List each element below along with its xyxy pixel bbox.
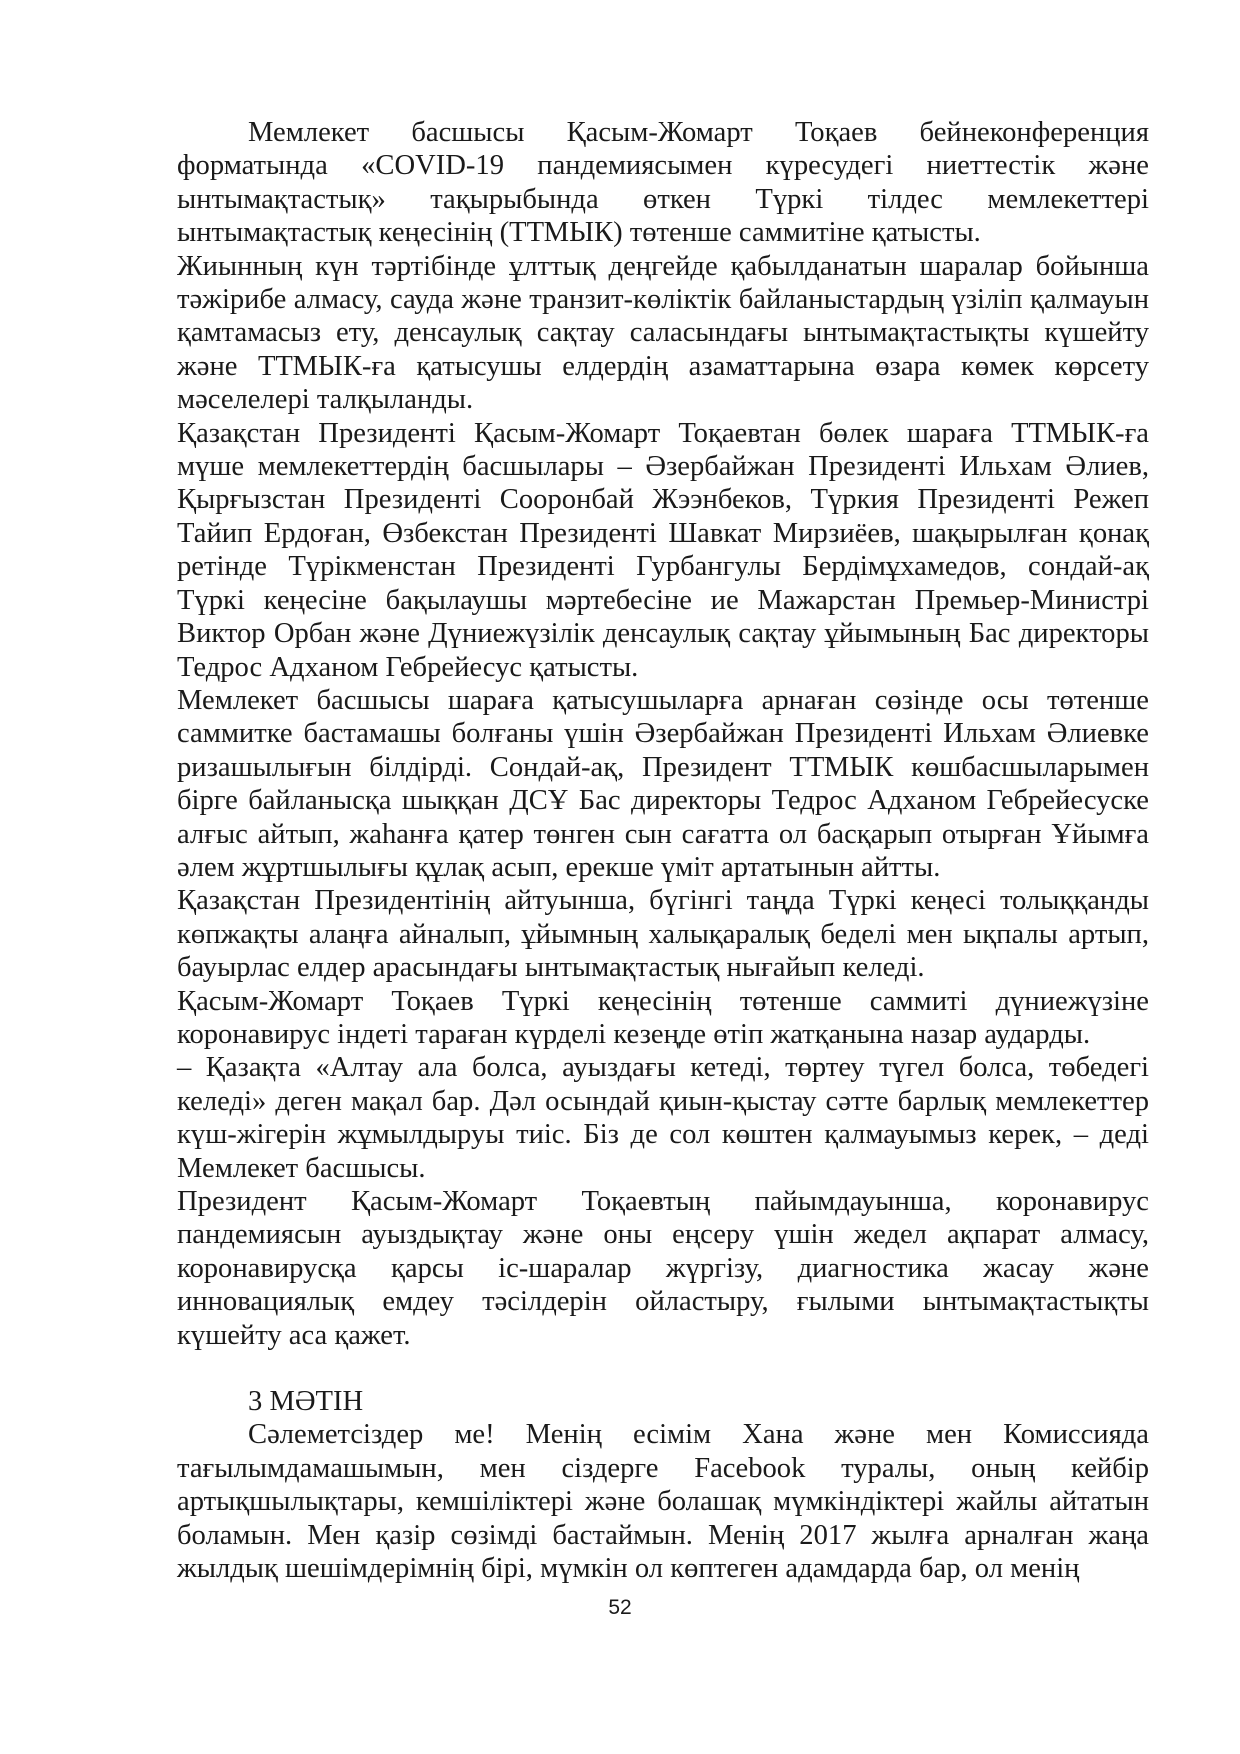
article-paragraph-2: Жиынның күн тәртібінде ұлттық деңгейде қабылданатын шаралар бойынша тәжірибе алмасу, сауда және транзит-көліктік байланыстардың үзіліп қалмауын қамтамасыз ету, денсаулық сақтау саласындағы ынтымақтастықты күшейту және ТТМЫК-ға қатысушы елдердің азаматтарына өзара көмек көрсету мәселелері талқыланды.	[177, 250, 1149, 416]
article-paragraph-6: Қасым-Жомарт Тоқаев Түркі кеңесінің төтенше саммиті дүниежүзіне коронавирус індеті тараған күрделі кезеңде өтіп жатқанына назар аударды.	[177, 985, 1149, 1050]
section-heading: 3 МӘТІН	[248, 1386, 364, 1418]
article-paragraph-3: Қазақстан Президенті Қасым-Жомарт Тоқаевтан бөлек шараға ТТМЫК-ға мүше мемлекеттердің басшылары – Әзербайжан Президенті Ильхам Әлиев, Қырғызстан Президенті Сооронбай Жээнбеков, Түркия Президенті Режеп Тайип Ердоған, Өзбекстан Президенті Шавкат Мирзиёев, шақырылған қонақ ретінде Түрікменстан Президенті Гурбангулы Бердімұхамедов, сондай-ақ Түркі кеңесіне бақылаушы мәртебесіне ие Мажарстан Премьер-Министрі Виктор Орбан және Дүниежүзілік денсаулық сақтау ұйымының Бас директоры Тедрос Адханом Гебрейесус қатысты.	[177, 417, 1149, 683]
article-paragraph-1: Мемлекет басшысы Қасым-Жомарт Тоқаев бейнеконференция форматында «COVID-19 пандемиясымен күресудегі ниеттестік және ынтымақтастық» тақырыбында өткен Түркі тілдес мемлекеттері ынтымақтастық кеңесінің (ТТМЫК) төтенше саммитіне қатысты.	[177, 117, 1149, 249]
article-paragraph-5: Қазақстан Президентінің айтуынша, бүгінгі таңда Түркі кеңесі толыққанды көпжақты алаңға айналып, ұйымның халықаралық беделі мен ықпалы артып, бауырлас елдер арасындағы ынтымақтастық нығайып келеді.	[177, 885, 1149, 984]
page-body	[177, 116, 1149, 1585]
article-paragraph-7: – Қазақта «Алтау ала болса, ауыздағы кетеді, төртеу түгел болса, төбедегі келеді» деген мақал бар. Дәл осындай қиын-қыстау сәтте барлық мемлекеттер күш-жігерін жұмылдыруы тиіс. Біз де сол көштен қалмауымыз керек, – деді Мемлекет басшысы.	[177, 1052, 1149, 1184]
article-paragraph-8: Президент Қасым-Жомарт Тоқаевтың пайымдауынша, коронавирус пандемиясын ауыздықтау және оны еңсеру үшін жедел ақпарат алмасу, коронавирусқа қарсы іс-шаралар жүргізу, диагностика жасау және инновациялық емдеу тәсілдерін ойластыру, ғылыми ынтымақтастықты күшейту аса қажет.	[177, 1186, 1149, 1351]
article-paragraph-4: Мемлекет басшысы шараға қатысушыларға арнаған сөзінде осы төтенше саммитке бастамашы болғаны үшін Әзербайжан Президенті Ильхам Әлиевке ризашылығын білдірді. Сондай-ақ, Президент ТТМЫК көшбасшыларымен бірге байланысқа шыққан ДСҰ Бас директоры Тедрос Адханом Гебрейесуске алғыс айтып, жаһанға қатер төнген сын сағатта ол басқарып отырған Ұйымға әлем жұртшылығы құлақ асып, ерекше үміт артатынын айтты.	[177, 684, 1149, 883]
page-number: 52	[608, 1596, 632, 1619]
section-paragraph: Сәлеметсіздер ме! Менің есімім Хана және мен Комиссияда тағылымдамашымын, мен сіздерге Facebook туралы, оның кейбір артықшылықтары, кемшіліктері және болашақ мүмкіндіктері жайлы айтатын боламын. Мен қазір сөзімді бастаймын. Менің 2017 жылға арналған жаңа жылдық шешімдерімнің бірі, мүмкін ол көптеген адамдарда бар, ол менің	[177, 1419, 1150, 1585]
